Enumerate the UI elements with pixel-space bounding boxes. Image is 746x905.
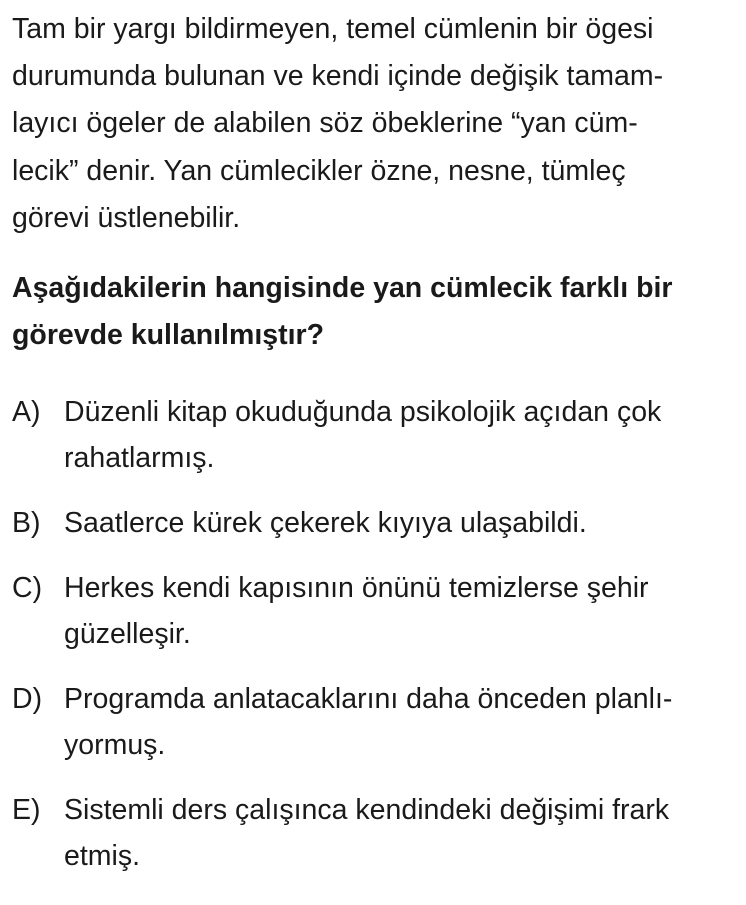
question-line: görevde kullanılmıştır?	[12, 319, 324, 352]
question-prompt	[12, 265, 730, 359]
intro-line: görevi üstlenebilir.	[12, 201, 241, 234]
option-b[interactable]	[12, 500, 730, 546]
intro-line: durumunda bulunan ve kendi içinde değişik tamam-	[12, 60, 664, 93]
option-text	[64, 389, 730, 481]
option-letter: C)	[12, 572, 43, 605]
option-line: Sistemli ders çalışınca kendindeki değişimi frark	[64, 794, 670, 827]
answer-options	[12, 389, 730, 879]
intro-line: Tam bir yargı bildirmeyen, temel cümlenin bir ögesi	[12, 13, 654, 45]
option-letter: A)	[12, 396, 41, 429]
option-line: Düzenli kitap okuduğunda psikolojik açıdan çok	[64, 396, 662, 429]
option-line: Programda anlatacaklarını daha önceden planlı-	[64, 683, 673, 716]
option-e[interactable]	[12, 787, 730, 879]
option-line: Herkes kendi kapısının önünü temizlerse şehir	[64, 572, 649, 605]
option-text	[64, 500, 730, 546]
option-line: güzelleşir.	[64, 618, 191, 651]
option-letter: E)	[12, 794, 41, 827]
option-line: rahatlarmış.	[64, 442, 215, 475]
intro-paragraph	[12, 6, 730, 242]
option-text	[64, 676, 730, 768]
option-line: etmiş.	[64, 840, 141, 873]
intro-line: layıcı ögeler de alabilen söz öbeklerine “yan cüm-	[12, 107, 638, 140]
intro-line: lecik” denir. Yan cümlecikler özne, nesne, tümleç	[12, 154, 626, 187]
option-c[interactable]	[12, 565, 730, 657]
option-text	[64, 565, 730, 657]
option-line: yormuş.	[64, 729, 166, 762]
option-d[interactable]	[12, 676, 730, 768]
option-a[interactable]	[12, 389, 730, 481]
option-text	[64, 787, 730, 879]
option-letter: D)	[12, 683, 43, 716]
question-line: Aşağıdakilerin hangisinde yan cümlecik farklı bir	[12, 272, 673, 305]
question-card	[12, 0, 730, 898]
option-letter: B)	[12, 507, 41, 540]
option-line: Saatlerce kürek çekerek kıyıya ulaşabildi.	[64, 507, 587, 540]
